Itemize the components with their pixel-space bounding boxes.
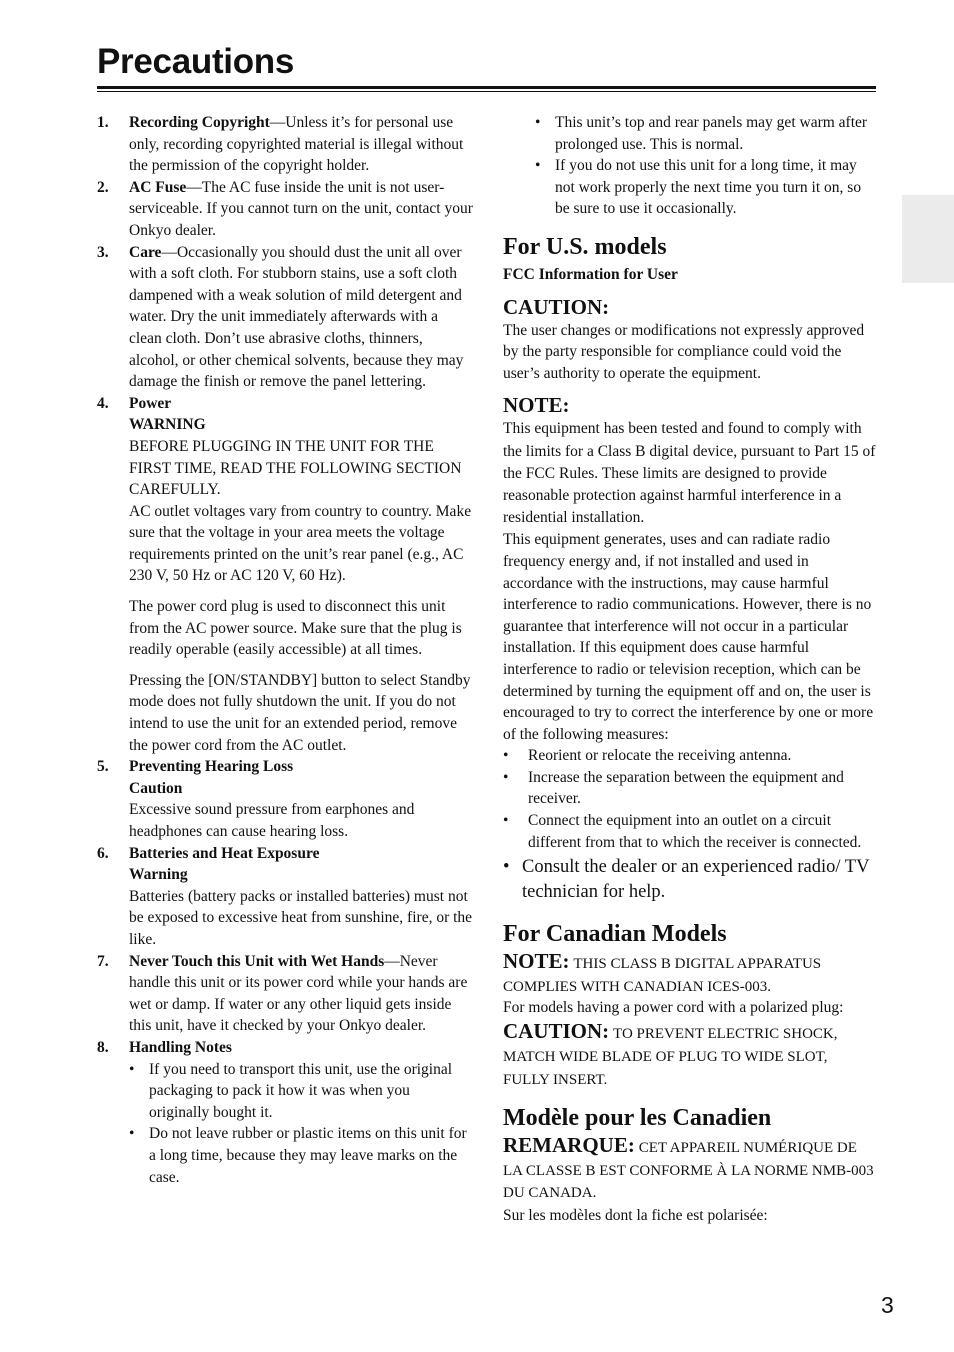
us-note-heading: NOTE:	[503, 393, 570, 418]
list-item: • This unit’s top and rear panels may get warm after prolonged use. This is normal.	[535, 114, 868, 153]
item-heading: Preventing Hearing Loss	[129, 758, 294, 776]
us-caution-text: The user changes or modifications not expressly approved by the party responsible for compliance could void the user’s authority to operate the equipment.	[503, 321, 865, 382]
page-number: 3	[881, 1292, 894, 1318]
item-paragraph: Batteries (battery packs or installed batteries) must not be exposed to excessive heat from sunshine, fire, or the like.	[129, 887, 473, 948]
precaution-item-5	[97, 756, 473, 842]
fcc-subheading: FCC Information for User	[503, 265, 678, 283]
list-item-text: This unit’s top and rear panels may get warm after prolonged use. This is normal.	[555, 114, 868, 153]
fr-last-line: Sur les modèles dont la fiche est polarisée:	[503, 1207, 768, 1225]
ca-caution-text: TO PREVENT ELECTRIC SHOCK, MATCH WIDE BLADE OF PLUG TO WIDE SLOT, FULLY INSERT.	[503, 1026, 838, 1088]
list-item-text: If you need to transport this unit, use the original packaging to pack it how it was when you originally bought it.	[149, 1060, 453, 1121]
list-item: • Reorient or relocate the receiving antenna.	[503, 747, 792, 765]
list-item: • If you do not use this unit for a long time, it may not work properly the next time you turn it on, so be sure to use it occasionally.	[535, 157, 862, 218]
item-paragraph: AC outlet voltages vary from country to country. Make sure that the voltage in your area meets the voltage requirements printed on the unit’s rear panel (e.g., AC 230 V, 50 Hz or AC 120 V, 60 Hz).	[129, 502, 472, 585]
title-rule-thin	[97, 91, 876, 92]
item-number: 4.	[97, 394, 109, 412]
item-heading: Recording Copyright	[129, 114, 270, 131]
item-heading: AC Fuse	[129, 178, 187, 196]
list-item: • Increase the separation between the equipment and receiver.	[503, 768, 844, 808]
list-item: • Consult the dealer or an experienced radio/ TV technician for help.	[503, 857, 870, 903]
item-heading: Never Touch this Unit with Wet Hands	[129, 952, 385, 970]
side-tab-marker	[902, 195, 954, 283]
item-number: 1.	[97, 114, 109, 131]
us-note-paragraph: This equipment has been tested and found to comply with the limits for a Class B digital device, pursuant to Part 15 of the FCC Rules. These limits are designed to provide reasonable protection against harmful interference in a residential installation.	[503, 420, 876, 527]
item-heading: Power	[129, 394, 172, 412]
section-title-french: Modèle pour les Canadien	[503, 1105, 772, 1132]
item-subheading: Warning	[129, 866, 188, 884]
list-item-text: Reorient or relocate the receiving antenna.	[528, 747, 792, 765]
section-title-canada: For Canadian Models	[503, 921, 727, 948]
list-item-text: Connect the equipment into an outlet on a circuit different from that to which the receiver is connected.	[528, 812, 862, 851]
precaution-item-3	[97, 242, 473, 393]
us-note-paragraph: This equipment generates, uses and can radiate radio frequency energy and, if not installed and used in accordance with the instructions, may cause harmful interference to radio communications. However, there is no guarantee that interference will not occur in a particular installation. If this equipment does cause harmful interference to radio or television reception, which can be determined by turning the equipment off and on, the user is encouraged to try to correct the interference by one or more of the following measures:	[503, 531, 874, 743]
item-subheading: Caution	[129, 779, 183, 797]
item-heading: Handling Notes	[129, 1038, 232, 1056]
item-heading: Care	[129, 243, 162, 261]
right-column	[503, 112, 877, 1227]
item-paragraph: Excessive sound pressure from earphones and headphones can cause hearing loss.	[129, 801, 415, 840]
ca-caution-heading: CAUTION:	[503, 1019, 610, 1044]
item-number: 7.	[97, 952, 109, 970]
section-title-us: For U.S. models	[503, 233, 667, 260]
precaution-item-2	[97, 177, 473, 242]
item-text: —Never handle this unit or its power cord while your hands are wet or damp. If water or any other liquid gets inside this unit, have it checked by your Onkyo dealer.	[129, 952, 468, 1035]
title-rule-thick	[97, 86, 876, 89]
item-text: —Unless it’s for personal use only, recording copyrighted material is illegal without the permission of the copyright holder.	[129, 114, 464, 175]
ca-plug-text: For models having a power cord with a polarized plug:	[503, 999, 844, 1017]
list-item: • Connect the equipment into an outlet on a circuit different from that to which the receiver is connected.	[503, 812, 862, 851]
item-subheading: WARNING	[129, 416, 206, 434]
precaution-item-6	[97, 843, 473, 951]
item-number: 6.	[97, 844, 109, 862]
ca-caution	[503, 1021, 877, 1091]
precaution-item-7	[97, 951, 473, 1037]
list-item-text: If you do not use this unit for a long time, it may not work properly the next time you turn it on, so be sure to use it occasionally.	[555, 157, 862, 218]
ca-note	[503, 951, 877, 998]
item-number: 8.	[97, 1038, 109, 1056]
list-item: • Do not leave rubber or plastic items on this unit for a long time, because they may leave marks on the case.	[129, 1125, 467, 1186]
list-item-text: Do not leave rubber or plastic items on this unit for a long time, because they may leave marks on the case.	[149, 1125, 467, 1186]
item-number: 3.	[97, 243, 109, 261]
item-heading: Batteries and Heat Exposure	[129, 844, 320, 862]
fr-remarque-heading: REMARQUE:	[503, 1133, 635, 1158]
item-text: —Occasionally you should dust the unit all over with a soft cloth. For stubborn stains, use a soft cloth dampened with a weak solution of mild detergent and water. Dry the unit immediately afterwards with a clean cloth. Don’t use abrasive cloths, thinners, alcohol, or other chemical solvents, because they may damage the finish or remove the panel lettering.	[129, 243, 464, 391]
item-number: 5.	[97, 758, 109, 776]
ca-note-heading: NOTE:	[503, 949, 570, 974]
item-text: —The AC fuse inside the unit is not user-serviceable. If you cannot turn on the unit, contact your Onkyo dealer.	[129, 178, 473, 239]
handling-notes-continued	[503, 112, 877, 220]
fr-remarque	[503, 1135, 877, 1205]
list-item: • If you need to transport this unit, use the original packaging to pack it how it was when you originally bought it.	[129, 1060, 453, 1121]
precaution-item-1	[97, 112, 473, 177]
page-title: Precautions	[97, 42, 295, 81]
precaution-item-4	[97, 393, 473, 757]
list-item-text: Consult the dealer or an experienced radio/ TV technician for help.	[522, 857, 870, 903]
fr-remarque-text: CET APPAREIL NUMÉRIQUE DE LA CLASSE B EST CONFORME À LA NORME NMB-003 DU CANADA.	[503, 1140, 874, 1202]
ca-note-text: THIS CLASS B DIGITAL APPARATUS COMPLIES WITH CANADIAN ICES-003.	[503, 956, 822, 995]
item-paragraph: The power cord plug is used to disconnect this unit from the AC power source. Make sure that the plug is readily operable (easily accessible) at all times.	[129, 598, 462, 659]
precaution-item-8	[97, 1037, 473, 1188]
us-caution-heading: CAUTION:	[503, 294, 610, 319]
item-paragraph: BEFORE PLUGGING IN THE UNIT FOR THE FIRST TIME, READ THE FOLLOWING SECTION CAREFULLY.	[129, 437, 462, 499]
item-paragraph: Pressing the [ON/STANDBY] button to select Standby mode does not fully shutdown the unit. If you do not intend to use the unit for an extended period, remove the power cord from the AC outlet.	[129, 671, 471, 754]
left-column	[97, 112, 473, 1188]
list-item-text: Increase the separation between the equipment and receiver.	[528, 768, 844, 808]
item-number: 2.	[97, 178, 109, 196]
